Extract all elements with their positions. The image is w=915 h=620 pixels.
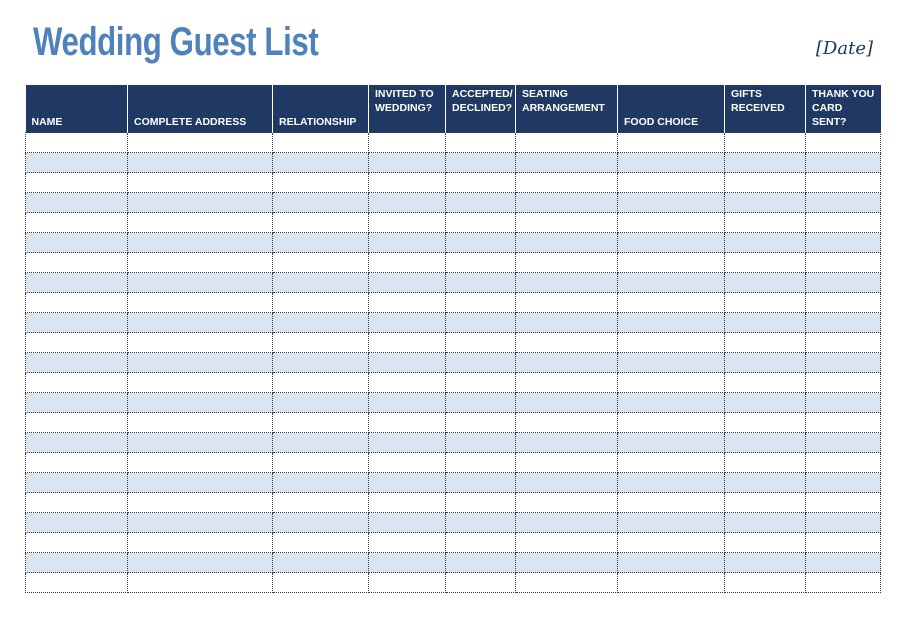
cell-complete-address[interactable] [128, 533, 273, 553]
cell-thank-you[interactable] [806, 213, 881, 233]
cell-complete-address[interactable] [128, 433, 273, 453]
cell-relationship[interactable] [273, 173, 369, 193]
header-complete-address: COMPLETE ADDRESS [128, 85, 273, 133]
cell-gifts[interactable] [725, 473, 806, 493]
cell-seating[interactable] [516, 553, 618, 573]
cell-complete-address[interactable] [128, 473, 273, 493]
header-thank-you-card-sent: THANK YOU CARD SENT? [806, 85, 881, 133]
cell-food-choice[interactable] [618, 433, 725, 453]
cell-relationship[interactable] [273, 293, 369, 313]
cell-thank-you[interactable] [806, 513, 881, 533]
cell-relationship[interactable] [273, 573, 369, 593]
cell-food-choice[interactable] [618, 233, 725, 253]
cell-seating[interactable] [516, 533, 618, 553]
cell-name[interactable] [26, 313, 128, 333]
cell-accepted-declined[interactable] [446, 333, 516, 353]
table-row [26, 133, 881, 153]
cell-complete-address[interactable] [128, 273, 273, 293]
cell-seating[interactable] [516, 173, 618, 193]
cell-gifts[interactable] [725, 293, 806, 313]
cell-invited[interactable] [369, 313, 446, 333]
cell-invited[interactable] [369, 533, 446, 553]
cell-relationship[interactable] [273, 213, 369, 233]
cell-thank-you[interactable] [806, 573, 881, 593]
table-row [26, 313, 881, 333]
cell-seating[interactable] [516, 573, 618, 593]
cell-invited[interactable] [369, 573, 446, 593]
cell-accepted-declined[interactable] [446, 353, 516, 373]
cell-accepted-declined[interactable] [446, 173, 516, 193]
cell-invited[interactable] [369, 553, 446, 573]
cell-thank-you[interactable] [806, 293, 881, 313]
table-row [26, 373, 881, 393]
cell-invited[interactable] [369, 373, 446, 393]
header-name: NAME [26, 85, 128, 133]
cell-seating[interactable] [516, 293, 618, 313]
cell-gifts[interactable] [725, 433, 806, 453]
cell-gifts[interactable] [725, 213, 806, 233]
cell-invited[interactable] [369, 353, 446, 373]
cell-name[interactable] [26, 493, 128, 513]
cell-food-choice[interactable] [618, 393, 725, 413]
table-row [26, 513, 881, 533]
cell-food-choice[interactable] [618, 453, 725, 473]
table-row [26, 533, 881, 553]
table-row [26, 333, 881, 353]
cell-thank-you[interactable] [806, 273, 881, 293]
cell-seating[interactable] [516, 233, 618, 253]
cell-seating[interactable] [516, 133, 618, 153]
cell-thank-you[interactable] [806, 353, 881, 373]
cell-relationship[interactable] [273, 393, 369, 413]
cell-gifts[interactable] [725, 413, 806, 433]
cell-relationship[interactable] [273, 273, 369, 293]
cell-accepted-declined[interactable] [446, 253, 516, 273]
cell-complete-address[interactable] [128, 573, 273, 593]
cell-name[interactable] [26, 353, 128, 373]
cell-thank-you[interactable] [806, 373, 881, 393]
cell-food-choice[interactable] [618, 213, 725, 233]
cell-accepted-declined[interactable] [446, 453, 516, 473]
cell-gifts[interactable] [725, 453, 806, 473]
cell-accepted-declined[interactable] [446, 313, 516, 333]
cell-food-choice[interactable] [618, 273, 725, 293]
cell-gifts[interactable] [725, 133, 806, 153]
cell-thank-you[interactable] [806, 393, 881, 413]
table-row [26, 213, 881, 233]
cell-thank-you[interactable] [806, 173, 881, 193]
cell-relationship[interactable] [273, 253, 369, 273]
cell-seating[interactable] [516, 313, 618, 333]
table-row [26, 413, 881, 433]
cell-food-choice[interactable] [618, 493, 725, 513]
cell-invited[interactable] [369, 473, 446, 493]
cell-relationship[interactable] [273, 193, 369, 213]
table-row [26, 193, 881, 213]
table-row [26, 393, 881, 413]
cell-accepted-declined[interactable] [446, 393, 516, 413]
cell-thank-you[interactable] [806, 473, 881, 493]
cell-gifts[interactable] [725, 553, 806, 573]
cell-gifts[interactable] [725, 573, 806, 593]
date-placeholder[interactable]: [Date] [815, 38, 873, 59]
cell-accepted-declined[interactable] [446, 553, 516, 573]
header-accepted-declined: ACCEPTED/ DECLINED? [446, 85, 516, 133]
cell-gifts[interactable] [725, 513, 806, 533]
cell-name[interactable] [26, 273, 128, 293]
cell-accepted-declined[interactable] [446, 133, 516, 153]
cell-relationship[interactable] [273, 533, 369, 553]
cell-name[interactable] [26, 573, 128, 593]
table-row [26, 553, 881, 573]
cell-gifts[interactable] [725, 333, 806, 353]
cell-gifts[interactable] [725, 273, 806, 293]
cell-food-choice[interactable] [618, 133, 725, 153]
cell-complete-address[interactable] [128, 333, 273, 353]
cell-name[interactable] [26, 453, 128, 473]
cell-relationship[interactable] [273, 493, 369, 513]
cell-gifts[interactable] [725, 253, 806, 273]
cell-accepted-declined[interactable] [446, 533, 516, 553]
document-title: Wedding Guest List [33, 20, 319, 64]
cell-complete-address[interactable] [128, 293, 273, 313]
cell-food-choice[interactable] [618, 353, 725, 373]
cell-food-choice[interactable] [618, 573, 725, 593]
cell-invited[interactable] [369, 413, 446, 433]
cell-complete-address[interactable] [128, 393, 273, 413]
cell-complete-address[interactable] [128, 133, 273, 153]
header-seating-arrangement: SEATING ARRANGEMENT [516, 85, 618, 133]
cell-seating[interactable] [516, 213, 618, 233]
cell-complete-address[interactable] [128, 413, 273, 433]
cell-name[interactable] [26, 393, 128, 413]
cell-relationship[interactable] [273, 513, 369, 533]
cell-food-choice[interactable] [618, 313, 725, 333]
cell-invited[interactable] [369, 433, 446, 453]
cell-accepted-declined[interactable] [446, 493, 516, 513]
cell-food-choice[interactable] [618, 373, 725, 393]
cell-complete-address[interactable] [128, 253, 273, 273]
table-row [26, 453, 881, 473]
cell-gifts[interactable] [725, 493, 806, 513]
cell-food-choice[interactable] [618, 413, 725, 433]
cell-name[interactable] [26, 373, 128, 393]
cell-complete-address[interactable] [128, 453, 273, 473]
cell-invited[interactable] [369, 253, 446, 273]
cell-name[interactable] [26, 213, 128, 233]
cell-invited[interactable] [369, 393, 446, 413]
table-row [26, 153, 881, 173]
cell-thank-you[interactable] [806, 433, 881, 453]
cell-accepted-declined[interactable] [446, 273, 516, 293]
cell-invited[interactable] [369, 493, 446, 513]
cell-food-choice[interactable] [618, 533, 725, 553]
cell-invited[interactable] [369, 513, 446, 533]
cell-accepted-declined[interactable] [446, 213, 516, 233]
cell-invited[interactable] [369, 233, 446, 253]
cell-name[interactable] [26, 253, 128, 273]
cell-seating[interactable] [516, 493, 618, 513]
table-row [26, 493, 881, 513]
cell-accepted-declined[interactable] [446, 473, 516, 493]
cell-food-choice[interactable] [618, 293, 725, 313]
cell-gifts[interactable] [725, 313, 806, 333]
cell-food-choice[interactable] [618, 473, 725, 493]
cell-accepted-declined[interactable] [446, 513, 516, 533]
cell-seating[interactable] [516, 273, 618, 293]
cell-thank-you[interactable] [806, 253, 881, 273]
cell-accepted-declined[interactable] [446, 193, 516, 213]
cell-thank-you[interactable] [806, 193, 881, 213]
cell-seating[interactable] [516, 333, 618, 353]
table-row [26, 473, 881, 493]
cell-name[interactable] [26, 133, 128, 153]
cell-accepted-declined[interactable] [446, 433, 516, 453]
cell-name[interactable] [26, 333, 128, 353]
cell-invited[interactable] [369, 133, 446, 153]
cell-relationship[interactable] [273, 353, 369, 373]
cell-accepted-declined[interactable] [446, 413, 516, 433]
cell-thank-you[interactable] [806, 133, 881, 153]
cell-seating[interactable] [516, 193, 618, 213]
header-food-choice: FOOD CHOICE [618, 85, 725, 133]
cell-food-choice[interactable] [618, 513, 725, 533]
cell-relationship[interactable] [273, 453, 369, 473]
cell-gifts[interactable] [725, 233, 806, 253]
cell-accepted-declined[interactable] [446, 233, 516, 253]
cell-gifts[interactable] [725, 153, 806, 173]
cell-name[interactable] [26, 153, 128, 173]
cell-food-choice[interactable] [618, 193, 725, 213]
header-relationship: RELATIONSHIP [273, 85, 369, 133]
cell-seating[interactable] [516, 453, 618, 473]
header-invited-to-wedding: INVITED TO WEDDING? [369, 85, 446, 133]
cell-relationship[interactable] [273, 233, 369, 253]
cell-seating[interactable] [516, 353, 618, 373]
cell-thank-you[interactable] [806, 233, 881, 253]
cell-name[interactable] [26, 173, 128, 193]
cell-complete-address[interactable] [128, 213, 273, 233]
cell-complete-address[interactable] [128, 193, 273, 213]
cell-accepted-declined[interactable] [446, 373, 516, 393]
table-row [26, 233, 881, 253]
cell-seating[interactable] [516, 513, 618, 533]
table-row [26, 293, 881, 313]
cell-seating[interactable] [516, 473, 618, 493]
cell-complete-address[interactable] [128, 373, 273, 393]
cell-gifts[interactable] [725, 353, 806, 373]
cell-food-choice[interactable] [618, 253, 725, 273]
cell-complete-address[interactable] [128, 513, 273, 533]
cell-name[interactable] [26, 193, 128, 213]
cell-relationship[interactable] [273, 153, 369, 173]
guest-list-table [25, 85, 881, 593]
cell-complete-address[interactable] [128, 313, 273, 333]
cell-seating[interactable] [516, 393, 618, 413]
cell-invited[interactable] [369, 453, 446, 473]
cell-gifts[interactable] [725, 173, 806, 193]
cell-relationship[interactable] [273, 433, 369, 453]
cell-name[interactable] [26, 433, 128, 453]
cell-thank-you[interactable] [806, 453, 881, 473]
cell-name[interactable] [26, 553, 128, 573]
cell-name[interactable] [26, 233, 128, 253]
cell-relationship[interactable] [273, 133, 369, 153]
table-row [26, 173, 881, 193]
cell-relationship[interactable] [273, 553, 369, 573]
cell-food-choice[interactable] [618, 333, 725, 353]
header-row [26, 85, 881, 133]
cell-thank-you[interactable] [806, 493, 881, 513]
cell-seating[interactable] [516, 153, 618, 173]
cell-invited[interactable] [369, 213, 446, 233]
cell-thank-you[interactable] [806, 313, 881, 333]
cell-thank-you[interactable] [806, 333, 881, 353]
cell-thank-you[interactable] [806, 533, 881, 553]
cell-gifts[interactable] [725, 193, 806, 213]
cell-name[interactable] [26, 413, 128, 433]
cell-food-choice[interactable] [618, 173, 725, 193]
cell-accepted-declined[interactable] [446, 153, 516, 173]
table-row [26, 253, 881, 273]
cell-invited[interactable] [369, 173, 446, 193]
cell-food-choice[interactable] [618, 553, 725, 573]
cell-relationship[interactable] [273, 473, 369, 493]
cell-thank-you[interactable] [806, 553, 881, 573]
cell-invited[interactable] [369, 273, 446, 293]
cell-seating[interactable] [516, 373, 618, 393]
cell-name[interactable] [26, 293, 128, 313]
cell-complete-address[interactable] [128, 353, 273, 373]
cell-gifts[interactable] [725, 393, 806, 413]
cell-food-choice[interactable] [618, 153, 725, 173]
cell-invited[interactable] [369, 333, 446, 353]
cell-name[interactable] [26, 513, 128, 533]
cell-complete-address[interactable] [128, 153, 273, 173]
cell-invited[interactable] [369, 293, 446, 313]
cell-gifts[interactable] [725, 533, 806, 553]
cell-thank-you[interactable] [806, 413, 881, 433]
table-row [26, 433, 881, 453]
cell-name[interactable] [26, 533, 128, 553]
cell-complete-address[interactable] [128, 493, 273, 513]
table-row [26, 353, 881, 373]
cell-complete-address[interactable] [128, 553, 273, 573]
cell-seating[interactable] [516, 253, 618, 273]
table-row [26, 273, 881, 293]
cell-seating[interactable] [516, 413, 618, 433]
cell-invited[interactable] [369, 153, 446, 173]
table-row [26, 573, 881, 593]
cell-name[interactable] [26, 473, 128, 493]
cell-gifts[interactable] [725, 373, 806, 393]
cell-thank-you[interactable] [806, 153, 881, 173]
cell-accepted-declined[interactable] [446, 573, 516, 593]
cell-complete-address[interactable] [128, 233, 273, 253]
cell-relationship[interactable] [273, 313, 369, 333]
table-body [26, 133, 881, 593]
cell-accepted-declined[interactable] [446, 293, 516, 313]
cell-relationship[interactable] [273, 413, 369, 433]
cell-complete-address[interactable] [128, 173, 273, 193]
cell-relationship[interactable] [273, 373, 369, 393]
cell-seating[interactable] [516, 433, 618, 453]
cell-invited[interactable] [369, 193, 446, 213]
cell-relationship[interactable] [273, 333, 369, 353]
header-gifts-received: GIFTS RECEIVED [725, 85, 806, 133]
